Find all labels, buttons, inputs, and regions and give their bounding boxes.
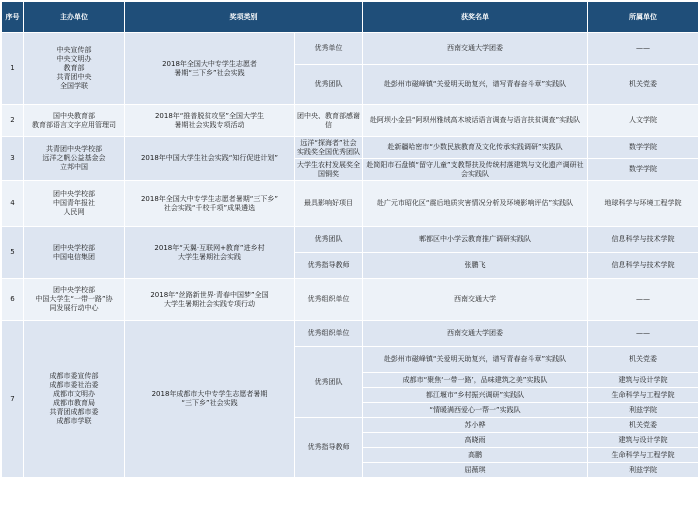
- winner-name: 西南交通大学: [363, 279, 588, 321]
- award-event: 2018年全国大中专学生志愿者 暑期“三下乡”社会实践: [125, 33, 295, 105]
- award-category: 优秀组织单位: [295, 321, 363, 347]
- host-units: 成都市委宣传部 成都市委社治委 成都市文明办 成都市教育局 共青团成都市委 成都市学联: [24, 321, 125, 478]
- affiliated-unit: 地球科学与环境工程学院: [588, 181, 699, 227]
- affiliated-unit: 生命科学与工程学院: [588, 388, 699, 403]
- affiliated-unit: 数学学院: [588, 159, 699, 181]
- row-number: 1: [2, 33, 24, 105]
- affiliated-unit: 利兹学院: [588, 463, 699, 478]
- winner-name: 张鹏飞: [363, 253, 588, 279]
- award-category: 远洋“探海者”社会实践奖全国优秀团队: [295, 137, 363, 159]
- award-category: 优秀指导教师: [295, 418, 363, 478]
- table-row: [2, 137, 699, 159]
- winner-name: 赴简阳市石盘镇“留守儿童”支教帮扶及传统村落建筑与文化遗产调研社会实践队: [363, 159, 588, 181]
- award-category: 团中央、教育部感谢信: [295, 105, 363, 137]
- row-number: 7: [2, 321, 24, 478]
- winner-name: 赴彭州市磁峰镇“关爱明天助复兴，谱写青春奋斗章”实践队: [363, 65, 588, 105]
- header-award: 奖项类别: [125, 2, 363, 33]
- award-category: 优秀团队: [295, 227, 363, 253]
- award-category: 优秀团队: [295, 347, 363, 418]
- affiliated-unit: 利兹学院: [588, 403, 699, 418]
- header-row: [2, 2, 699, 33]
- affiliated-unit: ——: [588, 33, 699, 65]
- award-event: 2018年全国大中专学生志愿者暑期“三下乡” 社会实践“千校千项”成果遴选: [125, 181, 295, 227]
- table-row: [2, 181, 699, 227]
- host-units: 团中央学校部 中国电信集团: [24, 227, 125, 279]
- winner-name: 赴新疆哈密市“少数民族教育及文化传承实践调研”实践队: [363, 137, 588, 159]
- winner-name: 成都市“聚焦‘一带一路’，品味建筑之美”实践队: [363, 373, 588, 388]
- award-event: 2018年“推普脱贫攻坚”全国大学生 暑期社会实践专项活动: [125, 105, 295, 137]
- table-row: [2, 33, 699, 65]
- row-number: 5: [2, 227, 24, 279]
- award-category: 大学生农村发展奖全国铜奖: [295, 159, 363, 181]
- affiliated-unit: 信息科学与技术学院: [588, 253, 699, 279]
- header-unit: 所属单位: [588, 2, 699, 33]
- winner-name: 苏小桦: [363, 418, 588, 433]
- host-units: 国中央教育部 教育部语言文字应用管理司: [24, 105, 125, 137]
- row-number: 3: [2, 137, 24, 181]
- affiliated-unit: ——: [588, 279, 699, 321]
- affiliated-unit: 数学学院: [588, 137, 699, 159]
- winner-name: 高鹏: [363, 448, 588, 463]
- table-row: [2, 105, 699, 137]
- award-category: 优秀组织单位: [295, 279, 363, 321]
- winner-name: “情暖满西爱心一帮一”实践队: [363, 403, 588, 418]
- winner-name: 屈薇琪: [363, 463, 588, 478]
- winner-name: 高晓雨: [363, 433, 588, 448]
- winner-name: 赴阿坝小金县“阿坝州雅绒高木坡话语言调查与语言扶贫调查”实践队: [363, 105, 588, 137]
- affiliated-unit: 生命科学与工程学院: [588, 448, 699, 463]
- winner-name: 赴广元市昭化区“震后地质灾害情况分析及环境影响评估”实践队: [363, 181, 588, 227]
- winner-name: 郫都区中小学云教育推广调研实践队: [363, 227, 588, 253]
- affiliated-unit: 信息科学与技术学院: [588, 227, 699, 253]
- award-category: 最具影响好项目: [295, 181, 363, 227]
- award-event: 2018年成都市大中专学生志愿者暑期 “三下乡”社会实践: [125, 321, 295, 478]
- header-no: 序号: [2, 2, 24, 33]
- award-category: 优秀指导教师: [295, 253, 363, 279]
- header-winner: 获奖名单: [363, 2, 588, 33]
- header-host: 主办单位: [24, 2, 125, 33]
- awards-table: [1, 1, 699, 478]
- affiliated-unit: 建筑与设计学院: [588, 433, 699, 448]
- affiliated-unit: 建筑与设计学院: [588, 373, 699, 388]
- affiliated-unit: 人文学院: [588, 105, 699, 137]
- winner-name: 都江堰市“乡村振兴调研”实践队: [363, 388, 588, 403]
- host-units: 共青团中央学校部 远洋之帆公益基金会 立邦中国: [24, 137, 125, 181]
- affiliated-unit: 机关党委: [588, 347, 699, 373]
- award-category: 优秀单位: [295, 33, 363, 65]
- host-units: 团中央学校部 中国青年报社 人民网: [24, 181, 125, 227]
- award-event: 2018年“天翼·互联网+教育”进乡村 大学生暑期社会实践: [125, 227, 295, 279]
- winner-name: 西南交通大学团委: [363, 33, 588, 65]
- table-row: [2, 279, 699, 321]
- row-number: 2: [2, 105, 24, 137]
- table-row: [2, 321, 699, 347]
- affiliated-unit: ——: [588, 321, 699, 347]
- winner-name: 赴彭州市磁峰镇“关爱明天助复兴，谱写青春奋斗章”实践队: [363, 347, 588, 373]
- table-row: [2, 227, 699, 253]
- winner-name: 西南交通大学团委: [363, 321, 588, 347]
- row-number: 6: [2, 279, 24, 321]
- affiliated-unit: 机关党委: [588, 65, 699, 105]
- host-units: 团中央学校部 中国大学生“一带一路”协 同发展行动中心: [24, 279, 125, 321]
- award-event: 2018年中国大学生社会实践“知行促进计划”: [125, 137, 295, 181]
- row-number: 4: [2, 181, 24, 227]
- award-category: 优秀团队: [295, 65, 363, 105]
- host-units: 中央宣传部 中央文明办 教育部 共青团中央 全国学联: [24, 33, 125, 105]
- affiliated-unit: 机关党委: [588, 418, 699, 433]
- award-event: 2018年“丝路新世界·青春中国梦”全国 大学生暑期社会实践专项行动: [125, 279, 295, 321]
